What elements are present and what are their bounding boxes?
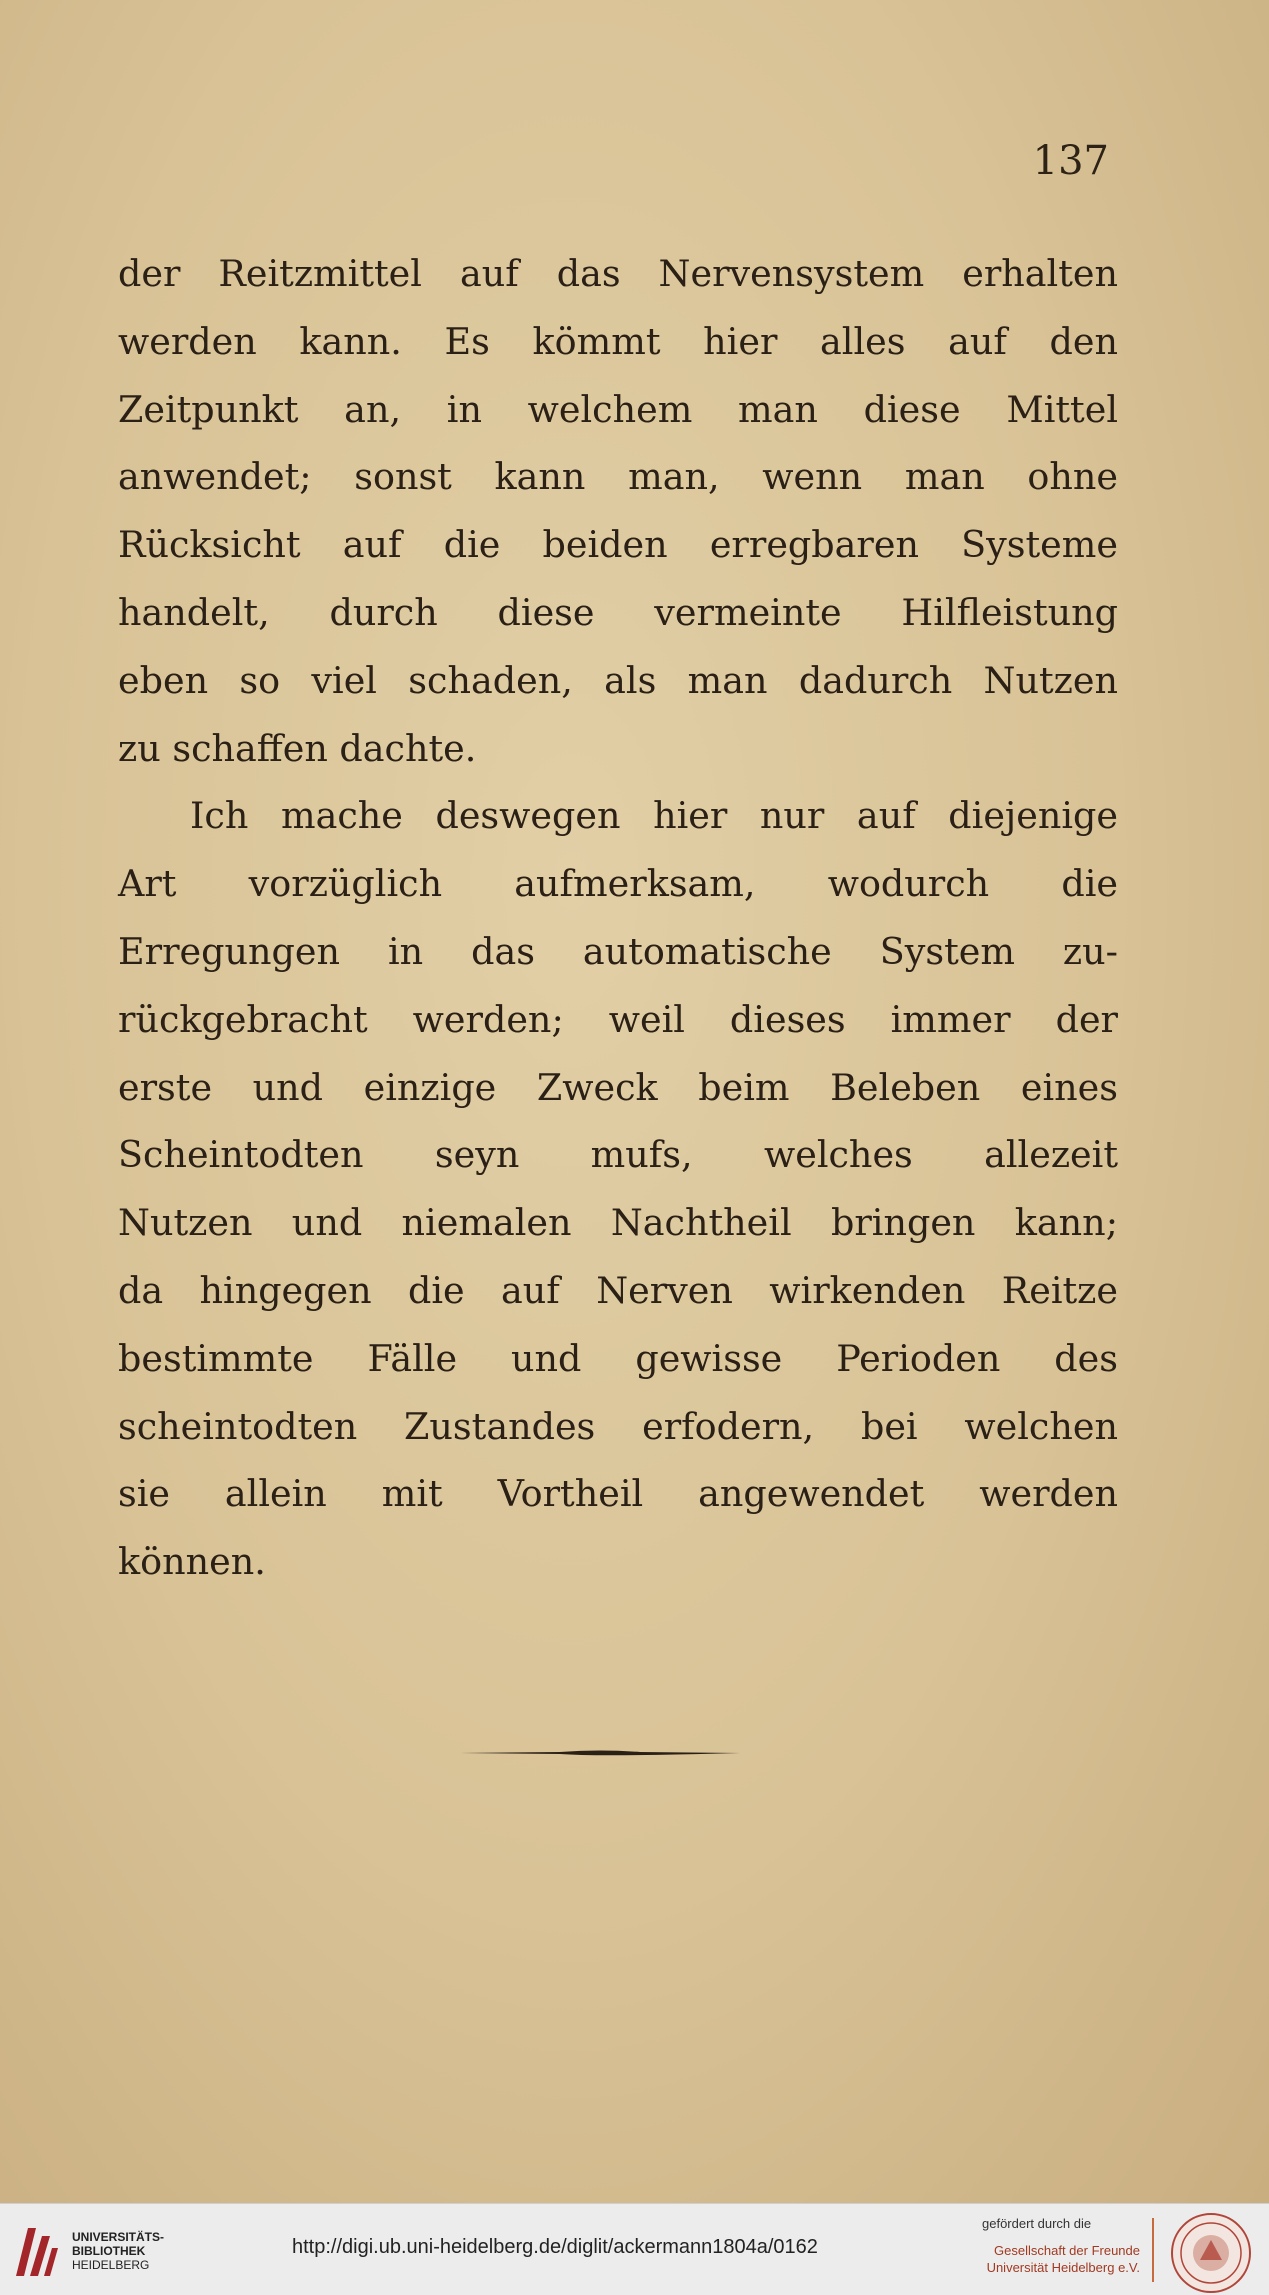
text-line: zu schaffen dachte. bbox=[118, 726, 477, 770]
library-name-line-3: HEIDELBERG bbox=[72, 2258, 150, 2272]
text-line: anwendet; sonst kann man, wenn man ohne bbox=[118, 455, 1118, 499]
text-line: rückgebracht werden; weil dieses immer der bbox=[118, 997, 1118, 1041]
sponsor-name-line-1: Gesellschaft der Freunde bbox=[994, 2243, 1140, 2258]
text-line: eben so viel schaden, als man dadurch Nutzen bbox=[118, 658, 1118, 702]
text-line: sie allein mit Vortheil angewendet werden bbox=[118, 1472, 1118, 1516]
text-line: scheintodten Zustandes erfodern, bei welchen bbox=[118, 1404, 1118, 1448]
text-line: erste und einzige Zweck beim Beleben eines bbox=[118, 1065, 1118, 1109]
text-line: Scheintodten seyn mufs, welches allezeit bbox=[118, 1133, 1118, 1177]
digitization-footer bbox=[0, 2203, 1269, 2295]
sponsor-separator bbox=[1152, 2218, 1154, 2282]
text-line: Nutzen und niemalen Nachtheil bringen kann; bbox=[118, 1201, 1118, 1245]
end-rule-ornament bbox=[460, 1748, 740, 1758]
text-line: Ich mache deswegen hier nur auf diejenige bbox=[190, 794, 1118, 838]
page-number: 137 bbox=[1032, 138, 1109, 184]
library-name-line-1: UNIVERSITÄTS- bbox=[72, 2230, 165, 2244]
text-line: Zeitpunkt an, in welchem man diese Mittel bbox=[118, 387, 1118, 431]
permalink-url[interactable]: http://digi.ub.uni-heidelberg.de/diglit/ackermann1804a/0162 bbox=[292, 2236, 818, 2258]
text-line: bestimmte Fälle und gewisse Perioden des bbox=[118, 1336, 1118, 1380]
sponsor-name bbox=[986, 2242, 1140, 2276]
text-line: können. bbox=[118, 1540, 266, 1584]
text-line: da hingegen die auf Nerven wirkenden Reitze bbox=[118, 1268, 1118, 1312]
library-name bbox=[72, 2230, 164, 2272]
text-line: Art vorzüglich aufmerksam, wodurch die bbox=[118, 862, 1118, 906]
text-line: werden kann. Es kömmt hier alles auf den bbox=[118, 319, 1118, 363]
sponsor-prefix: gefördert durch die bbox=[982, 2216, 1092, 2231]
library-name-line-2: BIBLIOTHEK bbox=[72, 2244, 146, 2258]
library-logo-icon bbox=[12, 2222, 62, 2280]
text-line: der Reitzmittel auf das Nervensystem erhalten bbox=[118, 252, 1118, 295]
text-line: Rücksicht auf die beiden erregbaren Systeme bbox=[118, 523, 1118, 567]
sponsor-name-line-2: Universität Heidelberg e.V. bbox=[986, 2260, 1140, 2275]
university-seal-icon bbox=[1170, 2212, 1252, 2294]
text-line: handelt, durch diese vermeinte Hilfleistung bbox=[118, 590, 1118, 634]
text-line: Erregungen in das automatische System zu- bbox=[118, 929, 1118, 973]
body-text bbox=[118, 240, 1118, 1596]
